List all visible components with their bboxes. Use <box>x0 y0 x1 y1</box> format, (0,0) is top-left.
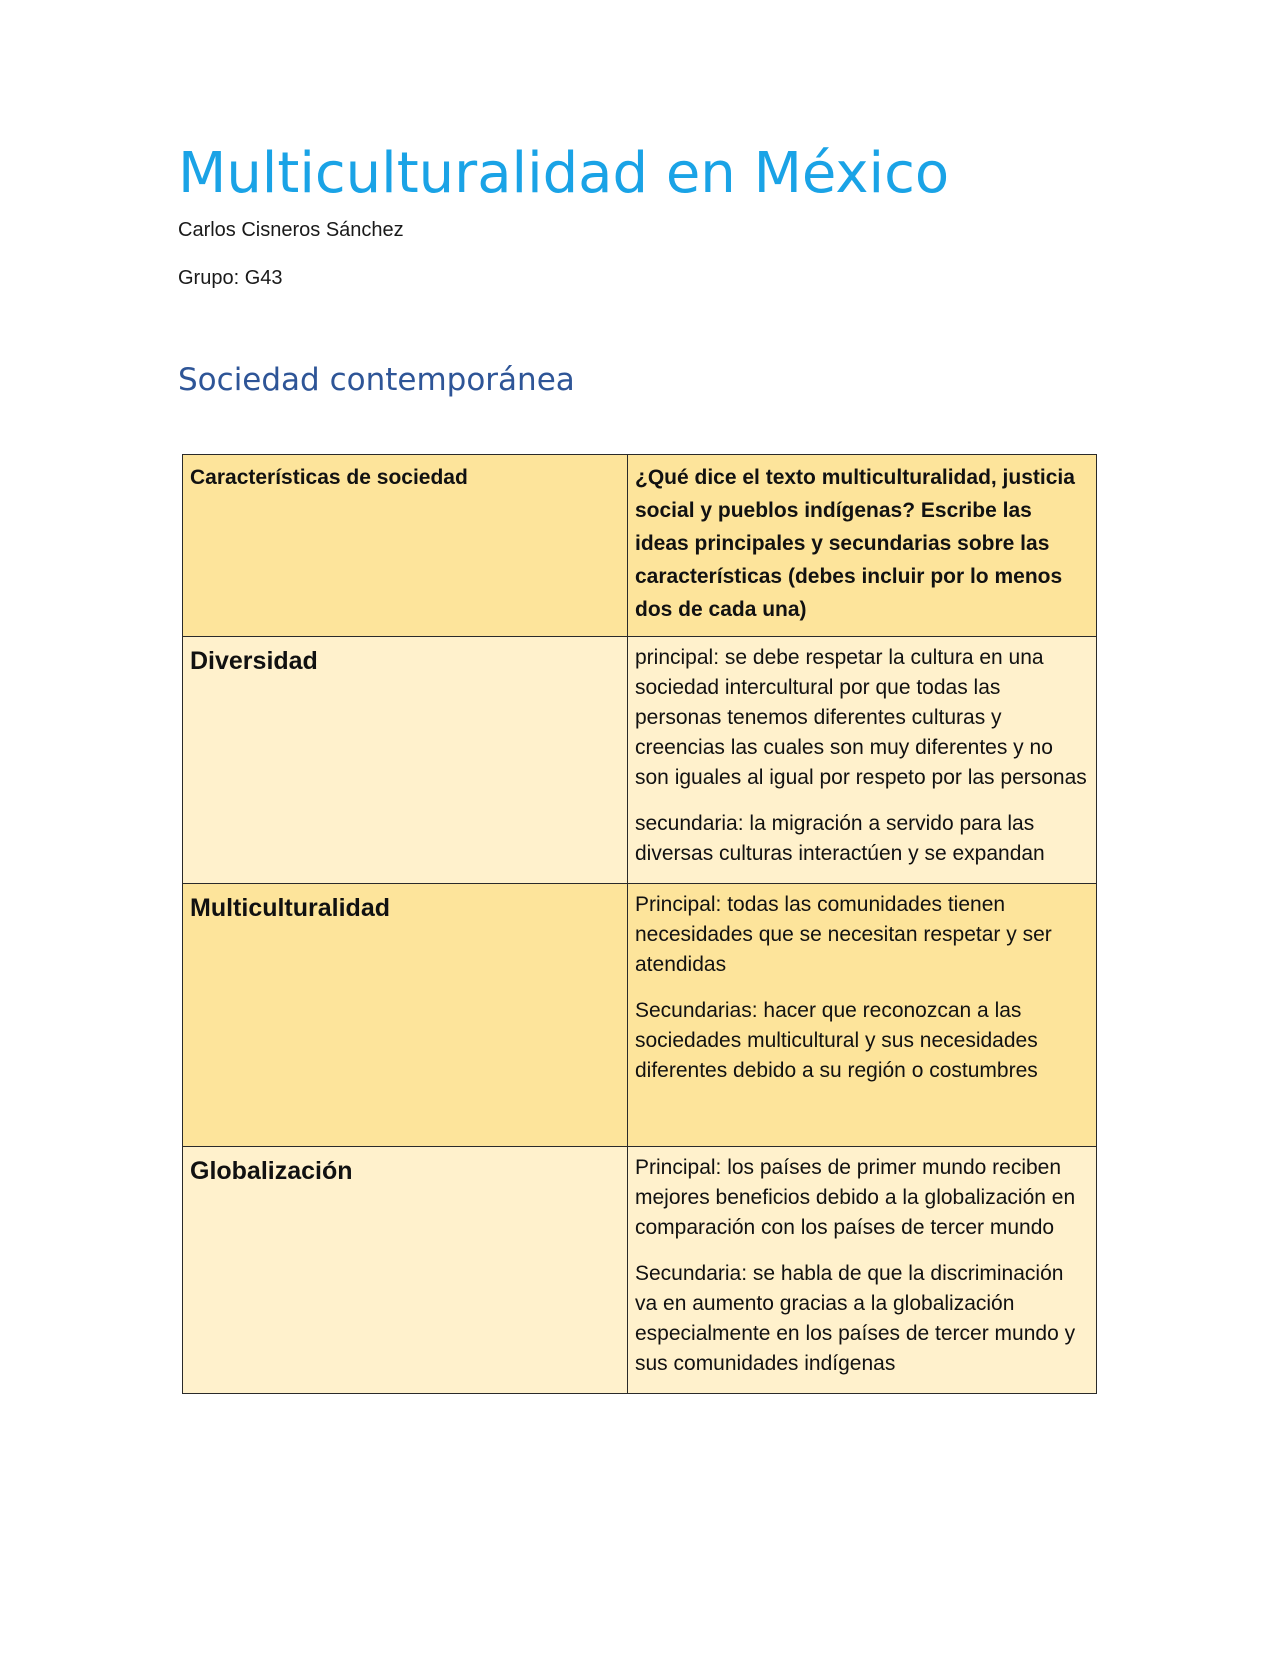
header-text-question: ¿Qué dice el texto multiculturalidad, justicia social y pueblos indígenas? Escribe las ideas principales y secundarias sobre las características (debes incluir por lo menos dos de cada una) <box>635 466 1075 621</box>
group-label: Grupo: G43 <box>178 267 283 289</box>
row-label-cell <box>183 637 628 884</box>
table-row <box>183 884 1097 1147</box>
row-label-multiculturalidad: Multiculturalidad <box>190 894 390 922</box>
row-content-cell <box>628 1147 1097 1394</box>
header-cell-characteristics <box>183 455 628 637</box>
secondary-idea: Secundarias: hacer que reconozcan a las sociedades multicultural y sus necesidades diferentes debido a su región o costumbres <box>635 999 1038 1082</box>
row-content-cell <box>628 884 1097 1147</box>
row-label-globalizacion: Globalización <box>190 1157 353 1185</box>
author-name: Carlos Cisneros Sánchez <box>178 219 404 241</box>
header-text-characteristics: Características de sociedad <box>190 466 468 489</box>
table-row <box>183 637 1097 884</box>
characteristics-table <box>182 454 1097 1394</box>
row-label-diversidad: Diversidad <box>190 647 318 675</box>
table-header-row <box>183 455 1097 637</box>
row-content-cell <box>628 637 1097 884</box>
principal-idea: principal: se debe respetar la cultura en una sociedad intercultural por que todas las personas tenemos diferentes culturas y creencias las cuales son muy diferentes y no son iguales al igual por respeto por las personas <box>635 646 1087 789</box>
secondary-idea: Secundaria: se habla de que la discriminación va en aumento gracias a la globalización especialmente en los países de tercer mundo y sus comunidades indígenas <box>635 1262 1076 1375</box>
row-label-cell <box>183 884 628 1147</box>
section-heading: Sociedad contemporánea <box>178 362 575 398</box>
secondary-idea: secundaria: la migración a servido para las diversas culturas interactúen y se expandan <box>635 812 1045 865</box>
principal-idea: Principal: todas las comunidades tienen necesidades que se necesitan respetar y ser atendidas <box>635 893 1052 976</box>
row-label-cell <box>183 1147 628 1394</box>
header-cell-question <box>628 455 1097 637</box>
principal-idea: Principal: los países de primer mundo reciben mejores beneficios debido a la globalización en comparación con los países de tercer mundo <box>635 1156 1076 1239</box>
document-title: Multiculturalidad en México <box>178 141 950 206</box>
table-row <box>183 1147 1097 1394</box>
